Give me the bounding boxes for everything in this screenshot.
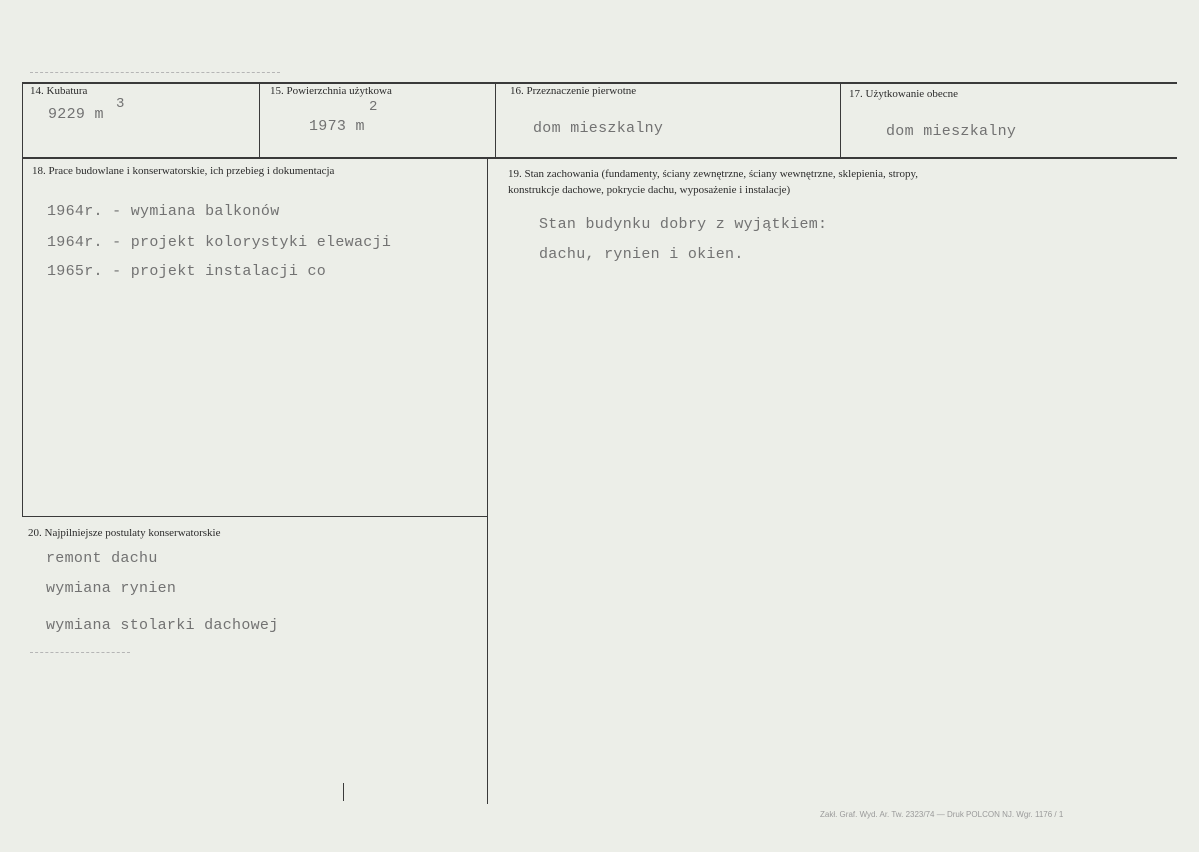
- divider-15-16: [495, 82, 496, 158]
- divider-16-17: [840, 82, 841, 158]
- field-14-value: 9229 m: [48, 106, 104, 123]
- field-20-label: 20. Najpilniejsze postulaty konserwatorskie: [28, 527, 221, 539]
- row1-bottom-rule: [22, 157, 1177, 159]
- field-18-entry: 1965r. - projekt instalacji co: [47, 263, 327, 280]
- field-16-value: dom mieszkalny: [533, 120, 664, 137]
- field-15-label: 15. Powierzchnia użytkowa: [270, 85, 392, 97]
- field-20-entry: wymiana rynien: [46, 580, 177, 597]
- signature-tick: [343, 783, 344, 801]
- field-15-value: 1973 m: [309, 118, 365, 135]
- field-15-exponent: 2: [369, 99, 378, 115]
- field-20-entry: remont dachu: [46, 550, 158, 567]
- field-19-label-line2: konstrukcje dachowe, pokrycie dachu, wyposażenie i instalacje): [508, 184, 791, 196]
- field-19-entry: dachu, rynien i okien.: [539, 246, 744, 263]
- divider-14-15: [259, 82, 260, 158]
- field-14-label: 14. Kubatura: [30, 85, 88, 97]
- field-17-label: 17. Użytkowanie obecne: [849, 88, 959, 100]
- field-18-label: 18. Prace budowlane i konserwatorskie, ich przebieg i dokumentacja: [32, 165, 335, 177]
- row2-bottom-rule: [22, 516, 488, 517]
- field-18-entry: 1964r. - wymiana balkonów: [47, 203, 280, 220]
- top-rule: [22, 82, 1177, 84]
- print-info: Zakł. Graf. Wyd. Ar. Tw. 2323/74 — Druk POLCON NJ. Wgr. 1176 / 1: [820, 810, 1064, 819]
- field-18-entry: 1964r. - projekt kolorystyki elewacji: [47, 234, 392, 251]
- field-19-label-line1: 19. Stan zachowania (fundamenty, ściany zewnętrzne, ściany wewnętrzne, sklepienia, stropy,: [508, 168, 919, 180]
- left-border: [22, 82, 23, 517]
- field-14-exponent: 3: [116, 96, 125, 112]
- field-17-value: dom mieszkalny: [886, 123, 1017, 140]
- faded-top-marks: [30, 72, 280, 73]
- faded-row-marks: [30, 652, 130, 653]
- field-20-entry: wymiana stolarki dachowej: [46, 617, 279, 634]
- center-divider: [487, 158, 488, 804]
- field-16-label: 16. Przeznaczenie pierwotne: [510, 85, 637, 97]
- field-19-entry: Stan budynku dobry z wyjątkiem:: [539, 216, 828, 233]
